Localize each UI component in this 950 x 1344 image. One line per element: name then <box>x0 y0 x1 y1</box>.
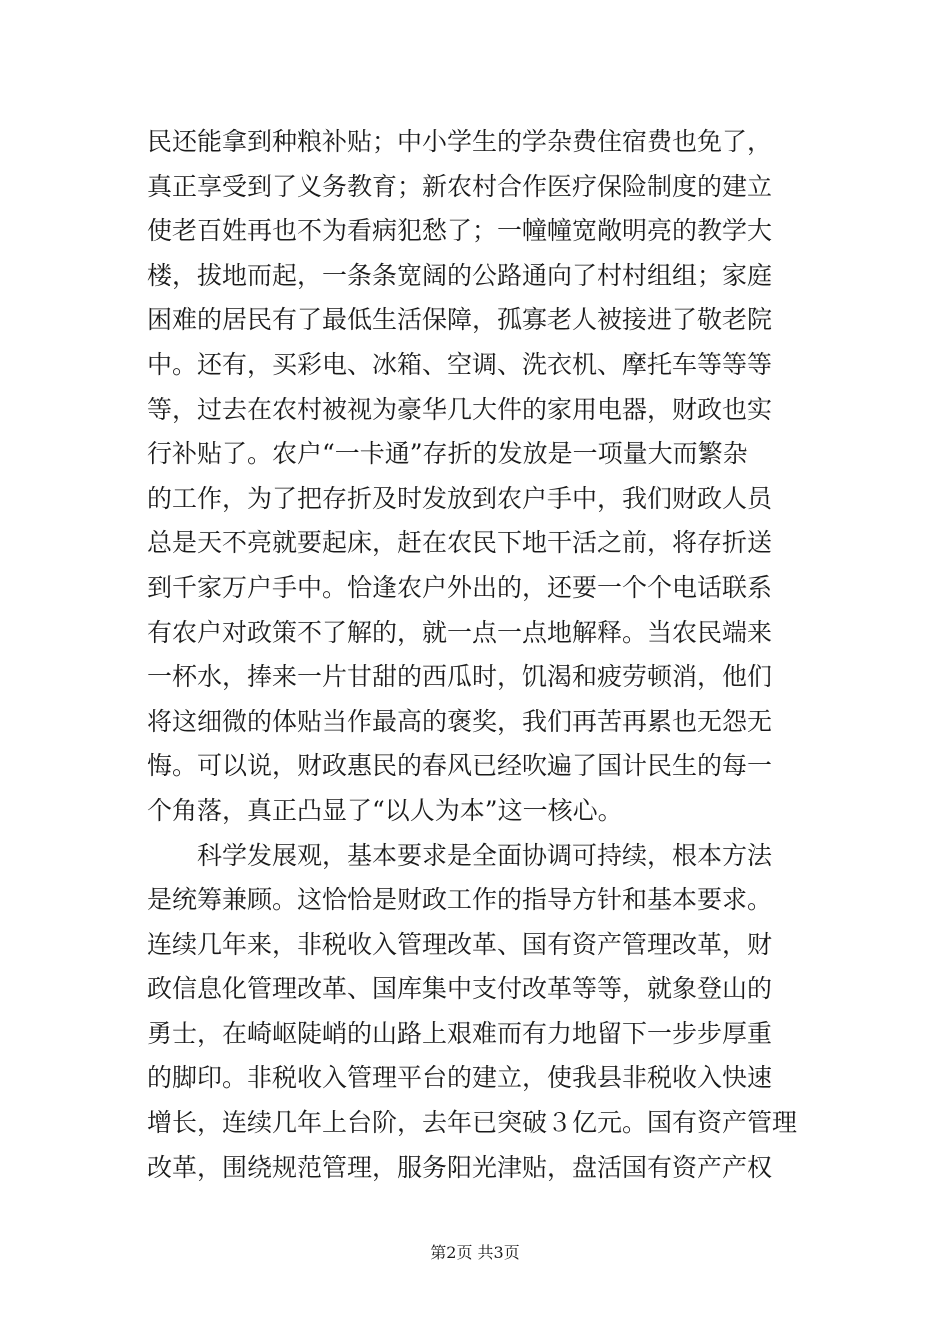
text-line: 勇士，在崎岖陡峭的山路上艰难而有力地留下一步步厚重 <box>147 1018 773 1048</box>
page-number-label: 第2页 共3页 <box>430 1243 520 1262</box>
text-line: 使老百姓再也不为看病犯愁了；一幢幢宽敞明亮的教学大 <box>147 216 773 246</box>
text-line: 的脚印。非税收入管理平台的建立，使我县非税收入快速 <box>147 1063 773 1093</box>
text-line: 到千家万户手中。恰逢农户外出的，还要一个个电话联系 <box>147 572 773 602</box>
text-line: 将这细微的体贴当作最高的褒奖，我们再苦再累也无怨无 <box>147 706 773 736</box>
document-body <box>147 120 807 1190</box>
paragraph-start-line: 科学发展观，基本要求是全面协调可持续，根本方法 <box>147 840 773 870</box>
text-line: 是统筹兼顾。这恰恰是财政工作的指导方针和基本要求。 <box>147 885 773 915</box>
page-footer <box>0 1240 950 1263</box>
text-line: 改革，围绕规范管理，服务阳光津贴，盘活国有资产产权 <box>147 1152 773 1182</box>
text-line: 政信息化管理改革、国库集中支付改革等等，就象登山的 <box>147 974 773 1004</box>
text-line: 有农户对政策不了解的，就一点一点地解释。当农民端来 <box>147 617 773 647</box>
text-line: 真正享受到了义务教育；新农村合作医疗保险制度的建立 <box>147 171 773 201</box>
text-line: 困难的居民有了最低生活保障，孤寡老人被接进了敬老院 <box>147 305 773 335</box>
text-line: 行补贴了。农户“一卡通”存折的发放是一项量大而繁杂 <box>147 439 748 469</box>
text-line: 民还能拿到种粮补贴；中小学生的学杂费住宿费也免了， <box>147 127 773 156</box>
text-line: 的工作，为了把存折及时发放到农户手中，我们财政人员 <box>147 483 773 513</box>
text-line: 悔。可以说，财政惠民的春风已经吹遍了国计民生的每一 <box>147 751 773 781</box>
text-line: 个角落，真正凸显了“以人为本”这一核心。 <box>147 795 623 825</box>
text-line: 等，过去在农村被视为豪华几大件的家用电器，财政也实 <box>147 394 773 424</box>
text-line: 连续几年来，非税收入管理改革、国有资产管理改革，财 <box>147 929 773 959</box>
text-line: 中。还有，买彩电、冰箱、空调、洗衣机、摩托车等等等 <box>147 349 773 379</box>
text-line: 总是天不亮就要起床，赶在农民下地干活之前，将存折送 <box>147 528 773 558</box>
text-line: 增长，连续几年上台阶，去年已突破３亿元。国有资产管理 <box>147 1108 798 1138</box>
text-line: 楼，拔地而起，一条条宽阔的公路通向了村村组组；家庭 <box>147 260 773 290</box>
text-line: 一杯水，捧来一片甘甜的西瓜时，饥渴和疲劳顿消，他们 <box>147 662 773 692</box>
